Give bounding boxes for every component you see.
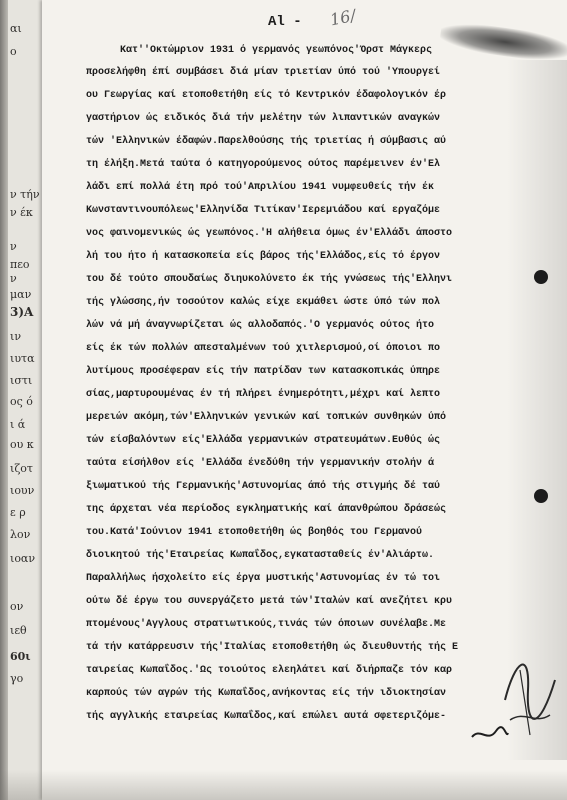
margin-fragment: ου κ [10, 438, 34, 451]
text-line: ταύτα είσήλθον είς 'Ελλάδα ένεδύθη τήν γερμανικήν στολήν ά [86, 458, 435, 469]
ink-scribble [470, 725, 510, 745]
text-line: ου Γεωργίας καί ετοποθετήθη είς τό Κεντρικόν έδαφολογικόν έρ [86, 90, 447, 101]
text-line: λάδι επί πολλά έτη πρό τού'Απριλίου 1941 νυμφευθείς τήν έκ [86, 182, 435, 193]
margin-fragment: ι ά [10, 418, 26, 431]
margin-fragment: ιυτα [10, 352, 35, 365]
bottom-shading [0, 770, 567, 800]
margin-fragment: γο [10, 672, 24, 685]
text-line: νος φαινομενικώς ώς γεωπόνος.'Η αλήθεια όμως έν'Ελλάδι άποστο [86, 228, 453, 239]
margin-fragment: ιοαν [10, 552, 36, 565]
text-line: τη έλήξη.Μετά ταύτα ό κατηγορούμενος ούτος παρέμεινεν έν'Ελ [86, 159, 441, 170]
margin-fragment: ιζοτ [10, 462, 33, 475]
text-line: του δέ τούτο σπουδαίως διηυκολύνετο έκ τής γνώσεως τής'Ελληνι [86, 274, 453, 285]
text-line: διοικητού τής'Εταιρείας Κωπαΐδος,εγκατασταθείς έν'Αλιάρτω. [86, 550, 435, 561]
margin-fragment: λον [10, 528, 31, 541]
margin-fragment: ιν [10, 330, 21, 343]
text-line: Κατ''Οκτώμριον 1931 ό γερμανός γεωπόνος'Όρστ Μάγκερς [120, 45, 433, 56]
text-line: μερειών ακόμη,τών'Ελληνικών γενικών καί τοπικών συνθηκών ύπό [86, 412, 447, 423]
text-line: καρπούς τών αγρών τής Κωπαΐδος,ανήκοντας είς τήν ιδιοκτησίαν [86, 688, 447, 699]
text-line: γαστήριον ώς ειδικός διά τήν μελέτην τών λιπαντικών αναγκών [86, 113, 441, 124]
page-number: Al - [268, 14, 302, 30]
margin-fragment: ε ρ [10, 506, 26, 519]
margin-fragment: ν έκ [10, 206, 33, 219]
text-line: λών νά μή άναγνωρίζεται ώς αλλοδαπός.'Ο γερμανός ούτος ήτο [86, 320, 435, 331]
margin-fragment: ος ό [10, 395, 33, 408]
text-line: τής γλώσσης,ήν τοσούτον καλώς είχε εκμάθει ώστε ύπό τών πολ [86, 297, 441, 308]
text-line: ούτω δέ έργω του συνεργάζετο μετά τών'Ιταλών καί ανεζήτει κρυ [86, 596, 453, 607]
margin-fragment: ν [10, 240, 17, 253]
margin-fragment: αι [10, 22, 22, 35]
text-line: ταιρείας Κωπαΐδος.'Ως τοιούτος ελεηλάτει καί διήρπαζε τόν καρ [86, 665, 453, 676]
text-line: της άρχεται νέα περίοδος εγκληματικής καί άπανθρώπου δράσεώς [86, 504, 447, 515]
margin-fragment: πεο [10, 258, 30, 271]
text-line: προσελήφθη έπί συμβάσει διά μίαν τριετίαν ύπό τού 'Υπουργεί [86, 67, 441, 78]
text-line: πτομένους'Αγγλους στρατιωτικούς,τινάς τών όποιων συνέλαβε.Με [86, 619, 447, 630]
margin-fragment: ιστι [10, 374, 33, 387]
text-line: του.Κατά'Ιούνιον 1941 ετοποθετήθη ώς βοηθός του Γερμανού [86, 527, 423, 538]
margin-fragment: μαν [10, 288, 32, 301]
handwritten-mark: 16/ [328, 5, 358, 30]
text-line: τά τήν κατάρρευσιν τής'Ιταλίας ετοποθετήθη ώς διευθυντής τής Ε [86, 642, 459, 653]
margin-fragment: ο [10, 45, 17, 58]
margin-fragment: ν [10, 272, 17, 285]
margin-fragment: ον [10, 600, 24, 613]
text-line: ξιωματικού τής Γερμανικής'Αστυνομίας άπό τής στιγμής δέ ταύ [86, 481, 441, 492]
text-line: λυτίμους προσέφεραν είς τήν πατρίδαν των κατασκοπικάς ύπηρε [86, 366, 441, 377]
text-line: σίας,μαρτυρουμένας έν τή πλήρει ένημερότητι,μέχρι καί λεπτο [86, 389, 441, 400]
margin-fragment: ν τήν [10, 188, 40, 201]
margin-fragment: ιεθ [10, 624, 27, 637]
text-line: Παραλλήλως ήσχολείτο είς έργα μυστικής'Αστυνομίας έν τώ τοι [86, 573, 441, 584]
text-line: Κωνσταντινουπόλεως'Ελληνίδα Τιτίκαν'Ιερεμιάδου καί εργαζόμε [86, 205, 441, 216]
text-line: είς έκ τών πολλών απεσταλμένων τού χιτλερισμού,οί όποιοι πο [86, 343, 441, 354]
text-line: τών 'Ελληνικών έδαφών.Παρελθούσης τής τριετίας ή σύμβασις αύ [86, 136, 447, 147]
margin-fragment: 60ι [10, 650, 31, 663]
text-line: λή του ήτο ή κατασκοπεία είς βάρος τής'Ελλάδος,είς τό έργον [86, 251, 441, 262]
text-line: τής αγγλικής εταιρείας Κωπαΐδος,καί επώλει αυτά σφετεριζόμε- [86, 711, 447, 722]
margin-fragment: 3)Α [10, 305, 34, 319]
margin-fragment: ιουν [10, 484, 35, 497]
text-line: τών είσβαλόντων είς'Ελλάδα γερμανικών στρατευμάτων.Ευθύς ώς [86, 435, 441, 446]
